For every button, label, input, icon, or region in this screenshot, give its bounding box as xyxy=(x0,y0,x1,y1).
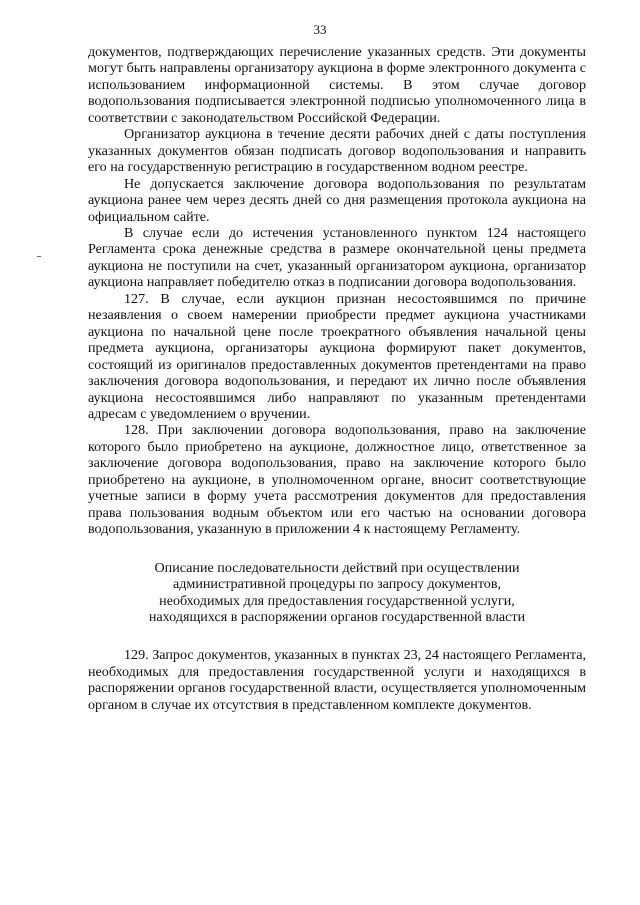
paragraph: Организатор аукциона в течение десяти рабочих дней с даты поступления указанных документов обязан подписать договор водопользования и направить его на государственную регистрацию в государственном водном реестре. xyxy=(88,126,586,176)
heading-line: Описание последовательности действий при осуществлении xyxy=(154,559,520,576)
paragraph-127: 127. В случае, если аукцион признан несостоявшимся по причине незаявления о своем намерении приобрести предмет аукциона участниками аукциона по начальной цене после троекратного объявления начальной цены предмета аукциона, организаторы аукциона формируют пакет документов, состоящий из оригиналов предоставленных документов претендентами на право заключения договора водопользования, и передают их лично после объявления аукциона несостоявшимся либо направляют по указанным претендентами адресам с уведомлением о вручении. xyxy=(88,290,586,422)
heading-line: находящихся в распоряжении органов государственной власти xyxy=(148,608,526,625)
page-number: 33 xyxy=(313,22,327,37)
paragraph-129: 129. Запрос документов, указанных в пунктах 23, 24 настоящего Регламента, необходимых для предоставления государственной услуги и находящихся в распоряжении органов государственной власти, осуществляется уполномоченным органом в случае их отсутствия в представленном комплекте документов. xyxy=(88,647,586,713)
section-heading xyxy=(88,560,586,626)
heading-line: необходимых для предоставления государственной услуги, xyxy=(159,592,515,609)
paragraph: Не допускается заключение договора водопользования по результатам аукциона ранее чем через десять дней со дня размещения протокола аукциона на официальном сайте. xyxy=(88,175,586,225)
heading-line: административной процедуры по запросу документов, xyxy=(172,576,502,593)
paragraph: В случае если до истечения установленного пунктом 124 настоящего Регламента срока денежные средства в размере окончательной цены предмета аукциона не поступили на счет, указанный организатором аукциона, организатор аукциона направляет победителю отказ в подписании договора водопользования. xyxy=(88,224,586,291)
document-body xyxy=(88,44,586,713)
paragraph-128: 128. При заключении договора водопользования, право на заключение которого было приобретено на аукционе, должностное лицо, ответственное за заключение договора водопользования, право на заключение которого было приобретено на аукционе, в уполномоченном органе, вносит соответствующие учетные записи в форму учета рассмотрения документов для предоставления права пользования водным объектом или его частью на основании договора водопользования, указанную в приложении 4 к настоящему Регламенту. xyxy=(88,422,586,538)
margin-mark xyxy=(37,256,41,257)
paragraph: документов, подтверждающих перечисление указанных средств. Эти документы могут быть направлены организатору аукциона в форме электронного документа с использованием информационной системы. В этом случае договор водопользования подписывается электронной подписью уполномоченного лица в соответствии с законодательством Российской Федерации. xyxy=(88,44,586,126)
